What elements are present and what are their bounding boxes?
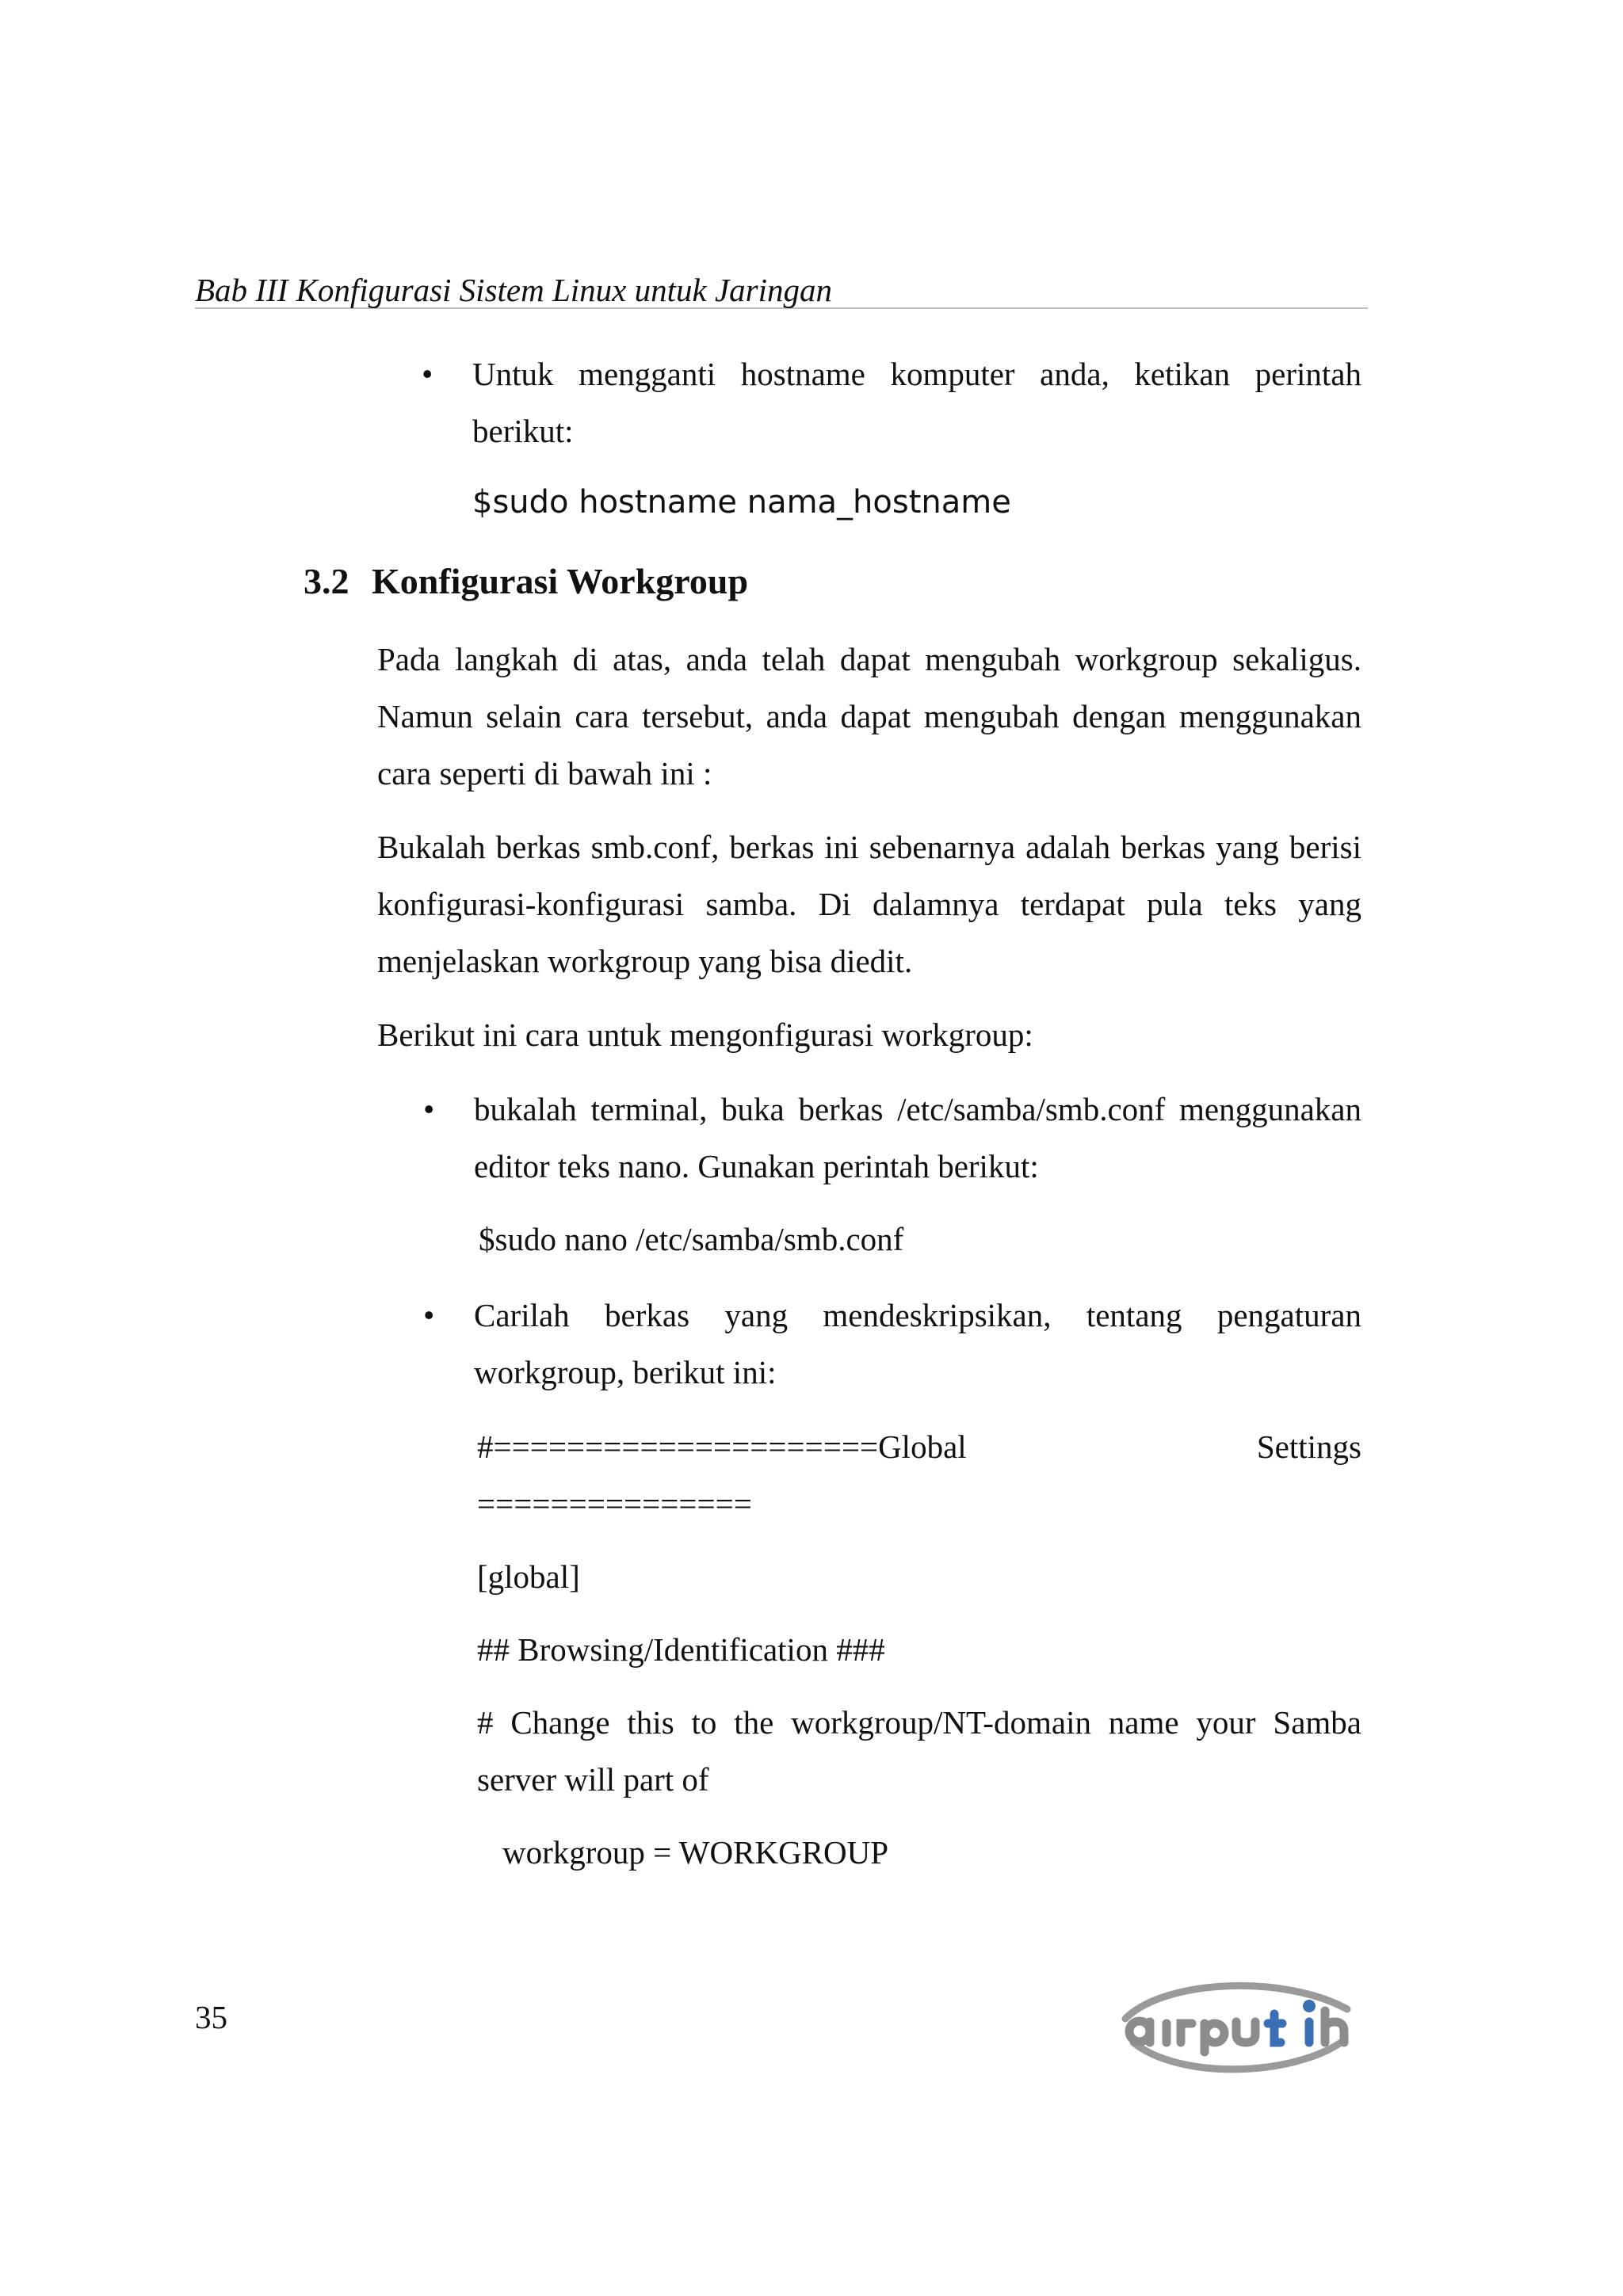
nano-command: $sudo nano /etc/samba/smb.conf bbox=[479, 1221, 904, 1257]
bullet-marker: • bbox=[422, 356, 433, 392]
airputih-logo bbox=[1109, 1970, 1363, 2081]
paragraph: Bukalah berkas smb.conf, berkas ini sebenarnya adalah berkas yang berisi konfigurasi-konfigurasi samba. Di dalamnya terdapat pula teks yang menjelaskan workgroup yang bisa diedit. bbox=[377, 829, 1361, 979]
config-section-tag: [global] bbox=[477, 1558, 580, 1595]
bullet-marker: • bbox=[423, 1091, 435, 1127]
section-title: Konfigurasi Workgroup bbox=[372, 561, 749, 601]
running-header bbox=[195, 269, 1368, 309]
step-text: Carilah berkas yang mendeskripsikan, tentang pengaturan workgroup, berikut ini: bbox=[474, 1297, 1361, 1390]
config-global-continuation: =============== bbox=[477, 1486, 752, 1522]
running-header-title: Bab III Konfigurasi Sistem Linux untuk Jaringan bbox=[195, 272, 833, 308]
page-number: 35 bbox=[195, 1999, 227, 2035]
config-global-right: Settings bbox=[1256, 1428, 1361, 1465]
config-workgroup-setting: workgroup = WORKGROUP bbox=[502, 1834, 889, 1871]
logo-wordmark bbox=[1129, 2011, 1344, 2052]
config-global-left: #=====================Global bbox=[477, 1428, 967, 1465]
config-change-comment: # Change this to the workgroup/NT-domain name your Samba server will part of bbox=[477, 1704, 1361, 1798]
bullet-marker: • bbox=[423, 1297, 435, 1333]
paragraph: Pada langkah di atas, anda telah dapat mengubah workgroup sekaligus. Namun selain cara tersebut, anda dapat mengubah dengan menggunakan cara seperti di bawah ini : bbox=[377, 641, 1361, 791]
section-heading bbox=[304, 553, 748, 610]
step-text: bukalah terminal, buka berkas /etc/samba/smb.conf menggunakan editor teks nano. Gunakan perintah berikut: bbox=[474, 1091, 1361, 1184]
hostname-command: $sudo hostname nama_hostname bbox=[472, 484, 1011, 521]
intro-bullet-text: Untuk mengganti hostname komputer anda, ketikan perintah berikut: bbox=[472, 356, 1361, 449]
section-number: 3.2 bbox=[304, 561, 349, 601]
config-global-settings-line bbox=[477, 1418, 1361, 1532]
logo-dot bbox=[1303, 2000, 1316, 2012]
paragraph: Berikut ini cara untuk mengonfigurasi workgroup: bbox=[377, 1016, 1033, 1053]
config-browsing-comment: ## Browsing/Identification ### bbox=[477, 1631, 885, 1668]
